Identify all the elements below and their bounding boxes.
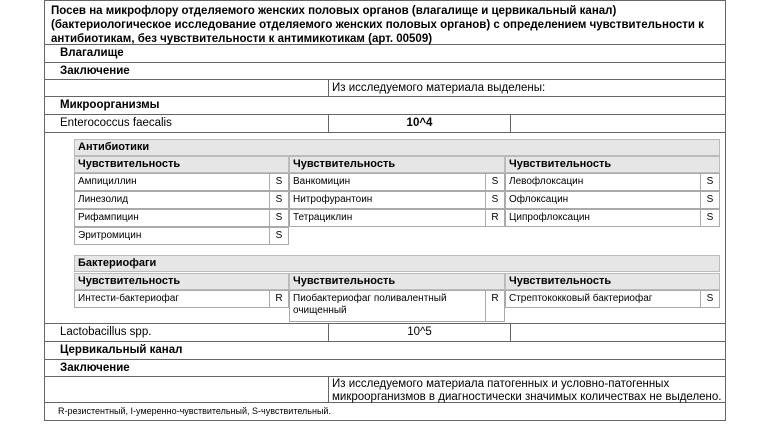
phage-row xyxy=(289,290,505,322)
antibiotic-name: Нитрофурантоин xyxy=(290,192,486,208)
organism-empty-cell xyxy=(510,324,725,341)
antibiotic-value: R xyxy=(491,212,499,223)
microorganisms-label: Микроорганизмы xyxy=(60,99,160,111)
phages-col3-head: Чувствительность xyxy=(505,273,720,290)
cervix-conclusion-header xyxy=(45,360,725,377)
phage-row xyxy=(74,290,289,308)
section-vagina-title: Влагалище xyxy=(60,47,124,59)
antibiotics-col2-head: Чувствительность xyxy=(289,156,505,173)
antibiotic-name: Эритромицин xyxy=(75,228,270,244)
antibiotic-name: Рифампицин xyxy=(75,210,270,226)
vagina-conclusion-row xyxy=(45,80,725,97)
antibiotics-col3-head: Чувствительность xyxy=(505,156,720,173)
antibiotic-row xyxy=(289,209,505,227)
antibiotics-header: Антибиотики xyxy=(74,139,720,156)
microorganisms-header xyxy=(45,97,725,115)
antibiotic-row xyxy=(505,191,720,209)
antibiotic-value: S xyxy=(706,212,714,223)
phage-name: Стрептококковый бактериофаг xyxy=(506,291,701,307)
antibiotics-col1-head: Чувствительность xyxy=(74,156,289,173)
phage-row xyxy=(505,290,720,308)
vagina-conclusion-text: Из исследуемого материала выделены: xyxy=(328,80,725,96)
antibiotic-name: Ванкомицин xyxy=(290,174,486,190)
legend-footnote: R-резистентный, I-умеренно-чувствительный, S-чувствительный. xyxy=(58,406,331,416)
antibiotic-value: S xyxy=(706,176,714,187)
report-frame xyxy=(44,0,726,421)
antibiotic-name: Левофлоксацин xyxy=(506,174,701,190)
section-cervix xyxy=(45,342,725,360)
antibiotic-value: S xyxy=(491,176,499,187)
report-title xyxy=(45,1,725,45)
antibiotic-name: Линезолид xyxy=(75,192,270,208)
antibiotic-row xyxy=(505,209,720,227)
organism-row xyxy=(45,324,725,342)
susceptibility-inner xyxy=(74,139,720,319)
antibiotic-value: S xyxy=(275,194,283,205)
phages-col1-head: Чувствительность xyxy=(74,273,289,290)
section-cervix-title: Цервикальный канал xyxy=(60,344,183,356)
cervix-conclusion-text xyxy=(328,377,725,402)
vagina-conclusion-header xyxy=(45,63,725,80)
organism-count: 10^5 xyxy=(328,324,510,341)
title-line-3: антибиотикам, без чувствительности к антимикотикам (арт. 00509) xyxy=(51,33,433,45)
cervix-conclusion-line-1: Из исследуемого материала патогенных и условно-патогенных xyxy=(332,378,670,390)
phage-name-line-2: очищенный xyxy=(293,305,347,316)
antibiotic-row xyxy=(289,191,505,209)
organism-count: 10^4 xyxy=(328,115,510,132)
antibiotic-value: S xyxy=(491,194,499,205)
cervix-conclusion-label: Заключение xyxy=(60,362,130,374)
phage-value: S xyxy=(706,293,714,304)
phage-name-line-1: Пиобактериофаг поливалентный xyxy=(293,293,447,304)
organism-name: Enterococcus faecalis xyxy=(60,117,172,129)
antibiotic-row xyxy=(74,191,289,209)
antibiotic-row xyxy=(505,173,720,191)
phage-name: Интести-бактериофаг xyxy=(75,291,270,307)
organism-name: Lactobacillus spp. xyxy=(60,326,152,338)
phage-value: R xyxy=(491,293,499,304)
phages-header: Бактериофаги xyxy=(74,255,720,272)
antibiotic-row xyxy=(74,227,289,245)
antibiotic-name: Ципрофлоксацин xyxy=(506,210,701,226)
organism-empty-cell xyxy=(510,115,725,132)
antibiotic-row xyxy=(74,209,289,227)
susceptibility-block xyxy=(45,133,725,324)
phage-name xyxy=(290,291,486,321)
antibiotic-name: Офлоксацин xyxy=(506,192,701,208)
antibiotic-value: S xyxy=(275,212,283,223)
cervix-conclusion-row xyxy=(45,377,725,403)
antibiotic-name: Тетрациклин xyxy=(290,210,486,226)
section-vagina xyxy=(45,45,725,63)
phages-col2-head: Чувствительность xyxy=(289,273,505,290)
antibiotic-row xyxy=(289,173,505,191)
antibiotic-value: S xyxy=(275,230,283,241)
antibiotic-name: Ампициллин xyxy=(75,174,270,190)
cervix-conclusion-line-2: микроорганизмов в диагностически значимых количествах не выделено. xyxy=(332,390,722,403)
vagina-conclusion-label: Заключение xyxy=(60,65,130,77)
title-line-1: Посев на микрофлору отделяемого женских половых органов (влагалище и цервикальный канал) xyxy=(51,5,617,17)
phage-value: R xyxy=(275,293,283,304)
organism-row xyxy=(45,115,725,133)
antibiotic-value: S xyxy=(706,194,714,205)
title-line-2: (бактериологическое исследование отделяемого женских половых органов) с определением чувствительности к xyxy=(51,19,704,31)
antibiotic-value: S xyxy=(275,176,283,187)
antibiotic-row xyxy=(74,173,289,191)
